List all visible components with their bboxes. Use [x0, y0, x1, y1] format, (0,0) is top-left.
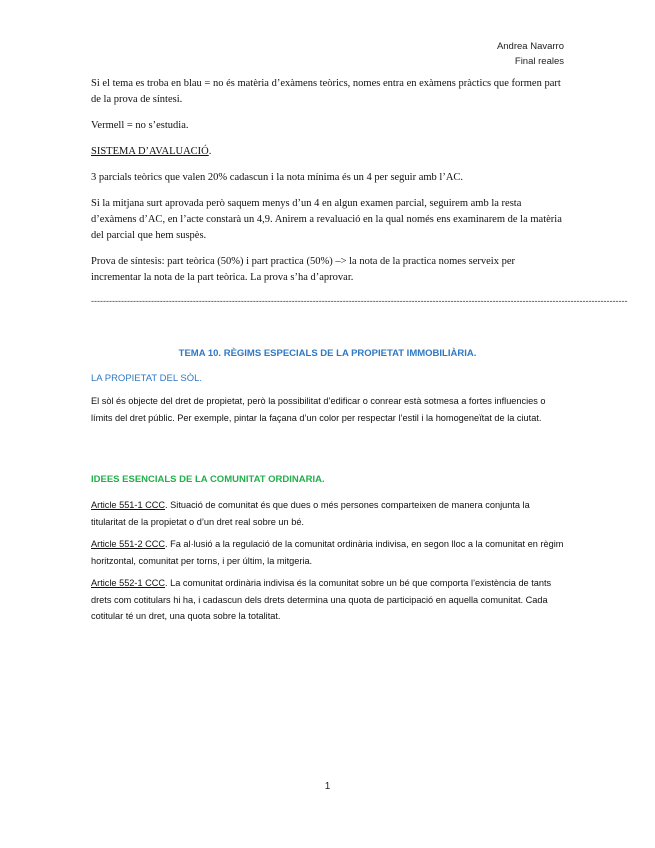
evaluation-heading-period: . — [208, 146, 212, 157]
article-ref: Article 551-2 CCC — [91, 539, 166, 549]
paragraph-mitjana: Si la mitjana surt aprovada però saquem menys d’un 4 en algun examen parcial, seguirem amb la resta d’exàmens d’AC, en l’acte constarà un 4,9. Anirem a revaluació en la qual només ens examinarem de la matèria del parcial que hem suspès. — [91, 198, 562, 241]
article-text: . Situació de comunitat és que dues o més persones comparteixen de manera conjunta la titularitat de la propietat o d’un dret real sobre un bé. — [91, 500, 530, 527]
blue-topic-note: Si el tema es troba en blau = no és matèria d’exàmens teòrics, nomes entra en exàmens pràctics que formen part de la prova de síntesi. — [91, 78, 561, 105]
page-number: 1 — [324, 781, 331, 792]
article-paragraph — [91, 497, 566, 530]
paragraph-parcials: 3 parcials teòrics que valen 20% cadascun i la nota mínima és un 4 per seguir amb l’AC. — [91, 172, 464, 183]
tema-subtitle: LA PROPIETAT DEL SÒL. — [91, 373, 203, 384]
red-topic-note: Vermell = no s’estudia. — [91, 120, 189, 131]
article-ref: Article 551-1 CCC — [91, 500, 166, 510]
evaluation-heading — [91, 144, 566, 160]
article-ref: Article 552-1 CCC — [91, 578, 166, 588]
comunitat-title: IDEES ESENCIALS DE LA COMUNITAT ORDINARIA. — [91, 474, 325, 485]
evaluation-heading-text: SISTEMA D’AVALUACIÓ — [91, 146, 209, 157]
header-subject: Final reales — [514, 56, 564, 67]
tema-title: TEMA 10. RÈGIMS ESPECIALS DE LA PROPIETAT IMMOBILIÀRIA. — [178, 348, 477, 359]
article-paragraph — [91, 536, 566, 569]
paragraph-sintesi: Prova de síntesis: part teòrica (50%) i part practica (50%) –> la nota de la practica nomes serveix per incrementar la nota de la part teòrica. La prova s’ha d’aprovar. — [91, 256, 516, 283]
article-paragraph — [91, 575, 566, 625]
article-text: . La comunitat ordinària indivisa és la comunitat sobre un bé que comporta l’existència de tants drets com cotitulars hi ha, i cadascun dels drets determina una quota de participació en aquella comunitat. Cada cotitular té un dret, una quota sobre la totalitat. — [91, 578, 552, 621]
separator-line: ----------------------------------------------------------------------------------------------------------------------------------------------------------------------------------- — [91, 296, 628, 306]
header-author: Andrea Navarro — [496, 41, 564, 52]
paragraph-sol: El sòl és objecte del dret de propietat, però la possibilitat d’edificar o conrear està sotmesa a fortes influencies o límits del dret públic. Per exemple, pintar la façana d’un color per respectar l’estil i la homogeneïtat de la ciutat. — [91, 396, 546, 423]
article-text: . Fa al·lusió a la regulació de la comunitat ordinària indivisa, en segon lloc a la comunitat en règim horitzontal, comunitat per torns, i per últim, la mitgeria. — [91, 539, 564, 566]
